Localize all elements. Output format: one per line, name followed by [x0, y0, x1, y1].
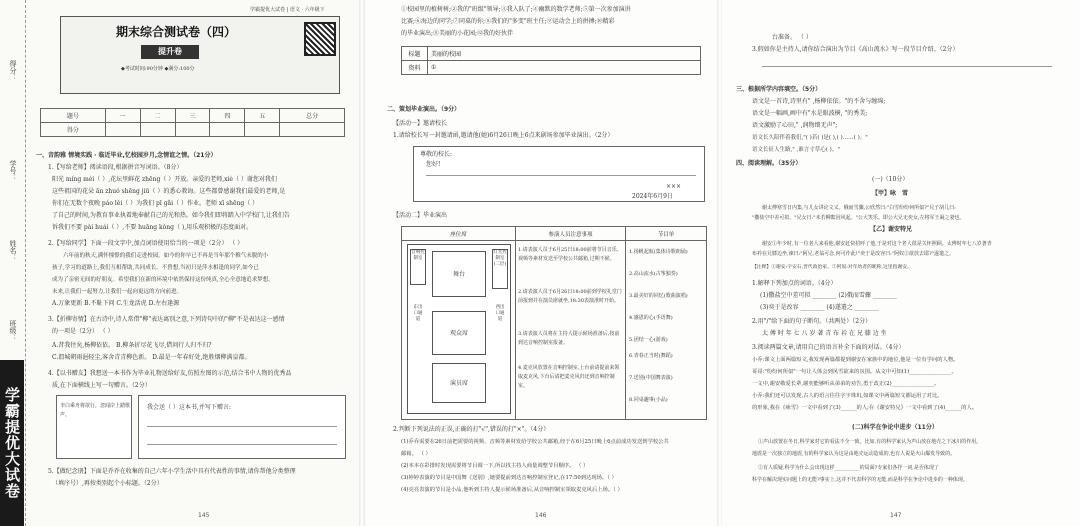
score-row-label: 得分	[41, 123, 106, 137]
book-card-quote: 李白乘舟将欲行，忽闻岸上踏歌声。	[60, 403, 131, 418]
material-line: 比赛;⑥海边的同学;⑦同桌的你;⑧我们的"多变"班主任;⑨运动会上的拼搏;⑩精彩	[401, 18, 615, 25]
map-stage: 舞台	[432, 251, 486, 297]
score-input-cell[interactable]	[175, 123, 210, 137]
classify-table	[401, 46, 701, 75]
judge-item: 邮箱。 （ ）	[401, 451, 431, 457]
section1-title: 一、音韵雅 情境实践 · 临近毕业,忆校园岁月,念情谊之情。（21分）	[36, 152, 217, 159]
q1-text: 1.【写给老师】阅读语段,根据拼音写词语。（8分）	[48, 164, 183, 171]
q2-line: 孩子,学习的道路上,我们互相帮助,共同成长。不曾想,当初只是萍水相逢的同学,如今已	[52, 265, 259, 271]
invitation-letter[interactable]	[413, 146, 705, 202]
dialogue-line: 的形象,我在《咏雪》一文中看到了(3)______的人;在《谢安特兄》一文中看到了(4)______的人。	[752, 405, 978, 411]
program-item: 3.最美好的回忆(歌曲演唱)	[629, 293, 688, 299]
score-input-cell[interactable]	[210, 123, 245, 137]
reading1-q1-items: (3)奕于是改容 ________ (4)遂遣之 ________	[760, 304, 879, 311]
q2-line: 未来,让我们一起努力,让我们一起向更远的方向前进。	[52, 289, 182, 295]
reading1-q2-sentence: 太 傅 时 年 七 八 岁 著 青 布 衿 在 兄 膝 边 坐	[762, 330, 887, 337]
material-line: 的毕业演出;⑪美丽的小花园;⑫我的好伙伴	[401, 30, 514, 37]
map-west-exit: 西出口通道	[494, 305, 506, 381]
judge-item: (1)乔乔需要在26日前把需要的视频、音频等素材发给学校公共邮箱,经于在6月25日晚上6点前成功发送到学校公共	[401, 439, 669, 445]
q4-text: 质,在下面横线上写一句赠言。（2分）	[52, 382, 151, 389]
table-cell[interactable]: 美丽的校园	[428, 47, 701, 61]
score-input-cell[interactable]	[245, 123, 280, 137]
section2-title: 二、策划毕业演出。（9分）	[387, 106, 461, 113]
table-header: 节目单	[626, 227, 707, 241]
judge-item: (2)本本在彩排时发现需要将节目调一下,所以找主持人商量调整节目顺序。 （ ）	[401, 463, 589, 469]
judge-item: (4)亮亮表演的节目是小品,他听到主持人提示候场准备后,从音响控制室领取麦克风后上场。（ ）	[401, 487, 623, 493]
reading1-q1-items: (1)撒盐空中差可拟 ________ (2)俄而雪骤 ________	[760, 292, 897, 299]
brand-logo: 学霸提优大试卷	[0, 360, 24, 526]
q2-text: 2.【写给同学】下面一段文字中,加点词语使用恰当的一项是（2分） （ ）	[48, 240, 244, 247]
page-145	[0, 0, 360, 526]
q1-line: 诉我们不要 pài huái（ ）,不要 huāng kǒng（ ),用乐观积极的态度面对。	[52, 224, 253, 231]
material-line: ①校园里的植树树;②我的"班级"领导;③我入队了;④幽默的数学老师;⑤第一次参加演讲	[401, 6, 631, 13]
header-tag: 学霸提优大试卷 | 语文 · 六年级下	[250, 7, 325, 13]
section3-title: 三、根据所学内容填空。（5分）	[736, 86, 822, 93]
page-number: 146	[535, 512, 547, 519]
fill-line: 语文是一幅画,画中有"水是眼波横, "的秀美;	[752, 110, 868, 117]
reading2-title: (二)科学在争论中进步（11分）	[852, 424, 938, 431]
map-east-exit: 东出口通道	[412, 305, 424, 381]
q3-text: 的一项是（2分） （ ）	[52, 328, 114, 335]
reading1-q2: 2.用"/"给下面的句子断句。（共两处）（2分）	[752, 318, 872, 325]
reading1-title: (一)（10分）	[872, 176, 909, 183]
q1-line: 了自己的时间,为教育事业执着地奉献自己的光和热。如今我们即将踏入中学校门,让我们告	[52, 212, 290, 219]
name-label: 姓名：	[9, 240, 17, 261]
program-item: 5.团结一心(游戏)	[629, 337, 668, 343]
dialogue-line: 小乔:我们还可以发现,古人的语言往往字字珠玑,如课文中两篇短文都运用了对比。	[752, 393, 943, 399]
dialogue-line: 小乔:课文上面两篇短文,我发现两篇都提到谢安在家族中的地位,他是一位有学问的人物。	[752, 357, 959, 363]
q1-line: 阳光 míng mèi（ ）,花坛里鲜花 zhēng（ ）开放。亲爱的老师,xiè（ ）谢您对我们	[52, 176, 277, 183]
page-146	[365, 0, 720, 526]
table-cell[interactable]: ①	[428, 61, 701, 75]
q5-text: （填序号）,再按类别起个小标题。（2分）	[52, 480, 163, 487]
table-header: 参演人员注意事项	[516, 227, 626, 241]
exam-title: 期末综合测试卷（四）	[115, 25, 236, 39]
q1-line: 这些祖国的花朵 ān zhuó shēng jiū（ ）的悉心教诲。这些都曾感谢我们最爱的老师,是	[52, 188, 286, 195]
reading1-text: 谢安①年少时,有一位老人来看他,谢安赶快招呼了他,于是对这个老人很是关怀照顾。太傅时年七八岁著青	[762, 241, 992, 247]
dialogue-line: 哥哥:"纷纷何所似"一句让人体会到风雪欲来的氛围。从文中可知(1)________________。	[752, 369, 957, 375]
score-header-cell: 二	[140, 109, 175, 123]
q2-line: 成为了亲密无间的好朋友。希望我们在新的环境中依然保持这份纯真,全心全意地追求梦想。	[52, 277, 274, 283]
program-item: 6.青春正当时(舞蹈)	[629, 353, 673, 359]
q5-text: 5.【做纪念册】下面是乔乔在收集的自己六年小学生活中具有代表性的事情,请你帮他分类整理	[48, 468, 296, 475]
program-item: 4.感恩的心(手语舞)	[629, 315, 673, 321]
fill-line: 语文激励了心田," ,润物细无声";	[752, 122, 838, 129]
q3-options: A.昔我往矣,杨柳依依。 B.柳条折尽花飞尽,借问行人归不归?	[52, 342, 212, 349]
score-input-cell[interactable]	[105, 123, 140, 137]
judge-question: 2.判断下列说法的正误,正确的打"√",错误的打"×"。（4分）	[393, 426, 550, 433]
score-header-cell: 五	[245, 109, 280, 123]
program-item: 1.扬帆起航(集体诗歌朗诵)	[629, 249, 688, 255]
activity2-title: 【活动二】毕业演出	[393, 212, 448, 219]
map-performer-seats: 演员席	[432, 363, 486, 403]
table-header: 座位席	[402, 227, 516, 241]
q3-text: 3.【折柳寄情】在古诗中,诗人常借"柳"表达离别之意,下列诗句中的"柳"不是表达这一感情	[48, 316, 285, 323]
letter-date: 2024年6月9日	[632, 193, 673, 200]
section4-title: 四、阅读理解。（35分）	[736, 160, 802, 167]
score-table	[40, 108, 345, 137]
score-header-cell: 总分	[280, 109, 345, 123]
map-audience: 观众席	[432, 311, 486, 355]
fill-line: 语文长征人生路," ,谁言寸草心( )。"	[752, 147, 840, 153]
score-header-cell: 题号	[41, 109, 106, 123]
q2-line: 六年前的秋天,满怀憧憬的我们走进校园。如今的你早已不再是当年那个稚气未脱的小	[52, 253, 269, 259]
score-header-cell: 一	[105, 109, 140, 123]
map-sound-room: 音响控制室	[410, 249, 426, 285]
reading2-text: ②有人质疑,科学为什么会出现这样__________的局面?专家们各抒一词,是否体现了	[758, 465, 939, 471]
score-input-cell[interactable]	[280, 123, 345, 137]
performer-note: 1.请表演人员于6月25日18:00前将节目音乐、视频等素材发送至学校公共邮箱,过期不候。	[518, 247, 622, 262]
page-number: 147	[890, 512, 902, 519]
letter-signature: ×××	[666, 183, 682, 190]
qr-code-icon	[304, 22, 336, 56]
gift-message-box[interactable]	[138, 395, 346, 459]
reading2-text: 地震是一次独立的地震,有的科学家认为这是由地壳运动造成的,也有人说是火山爆发导致的。	[752, 451, 956, 457]
q2-options: A.万象更新 B.不耻下问 C.生龙活虎 D.左右逢源	[52, 300, 180, 307]
page-number: 145	[198, 512, 210, 519]
reading1-text: "撒盐空中差可拟。"兄女曰:"未若柳絮因风起。"公大笑乐。即公大兄无奕女,左将军王凝之妻也。	[752, 215, 965, 221]
judge-item: (3)婷婷表演的节目是中国舞《送别》,她要提前到达音响控制室登记,在17:50到达现场。（ ）	[401, 475, 617, 481]
table-cell: 资料	[402, 61, 428, 75]
host-question: 3.假如你是主持人,请你结合演出为节目《高山流水》写一段节目介绍。（2分）	[752, 46, 959, 53]
reading2-text: 科学在解决现实问题上的无能?事实上,这并不代表科学的无能,而是科学在争论中进步的一种体现。	[752, 477, 968, 483]
reading1-b-title: 【乙】谢安特兄	[870, 226, 913, 233]
reading1-a-title: 【甲】咏 雪	[872, 190, 909, 197]
q4-text: 4.【以书赠友】我想送一本书作为毕业礼物送给好友,仿照左图的示范,结合书中人物的优秀品	[48, 370, 292, 377]
binding-sidebar	[0, 0, 26, 526]
continued-line: 台准备。 （ ）	[772, 34, 812, 41]
performer-note: 3.请表演人员将在主持人提示候场准备后,按前到达音响控制室报备。	[518, 331, 620, 346]
program-item: 2.高山流水(古筝独奏)	[629, 271, 678, 277]
class-label: 班级：	[9, 320, 17, 341]
performer-note: 4.麦克风放置在音响控制室,上台前请提前来领取麦克风,下台后请把麦克风归还到音响控制室。	[518, 365, 620, 389]
activity1-question: 1.请给校长写一封邀请函,邀请他(她)6月26日晚上6点来剧场参加毕业演出。（2分）	[393, 132, 614, 139]
q3-options: C.渭城朝雨浥轻尘,客舍青青柳色新。 D.最是一年春好处,绝胜烟柳满皇都。	[52, 354, 251, 361]
title-box	[60, 16, 340, 94]
page-147	[722, 0, 1080, 526]
score-header-cell: 三	[175, 109, 210, 123]
reading1-text: 布衿在兄膝边坐,谏曰:"阿兄,老翁可念,何可作此!"奕于是改容曰:"阿奴②欲放去耶?"遂遣之。	[752, 251, 955, 257]
letter-greeting: 尊敬的校长:	[420, 151, 453, 158]
program-item: 7.送别(中国舞表演)	[629, 375, 673, 381]
performer-note: 2.请表演人员于6月26日18:00前到学校礼堂门前报到并在演员席就坐,18:30表演准时开始。	[518, 289, 622, 304]
book-card	[56, 395, 132, 459]
fill-line: 语文长久陪伴着我们,"( )若( )是( ),( )……( )。"	[752, 135, 868, 141]
activity1-title: 【活动一】邀请校长	[393, 120, 448, 127]
letter-hi: 您好!	[426, 161, 441, 168]
seating-map	[407, 244, 511, 414]
q1-line: 你们在无数个夜晚 páo lěi（ ）为我们 pī gǎi（ ）作业。老师 xī shēng（ ）	[52, 200, 259, 207]
map-light-room: 灯光控制室(二层)	[492, 249, 508, 289]
level-badge: 提升卷	[141, 45, 199, 59]
reading1-text: 谢太傅寒雪日内集,与儿女讲论文义。俄而雪骤,公欣然曰:"白雪纷纷何所似?"兄子胡儿曰:	[762, 205, 956, 211]
time-note: ◆考试时间:90分钟 ◆满分:100分	[121, 66, 195, 72]
score-label: 得分：	[9, 60, 17, 81]
score-input-cell[interactable]	[140, 123, 175, 137]
table-cell: 标题	[402, 47, 428, 61]
reading1-q1: 1.解释下列加点的词语。（4分）	[752, 280, 837, 287]
student-id-label: 学号：	[9, 160, 17, 181]
score-header-cell: 四	[210, 109, 245, 123]
reading1-note: 【注释】①谢安:字安石,晋代政治家。②阿奴:对年幼者的昵称,这里指谢安。	[752, 265, 912, 270]
reading2-text: ①声山放置在冬日,科学家对它的看法不全一致。比如,有的科学家认为声山放在地壳之下冰川的作用。	[758, 439, 982, 445]
fill-line: 语文是一首诗,诗里有" ,杨柳依依。"的不舍与缠绵;	[752, 98, 886, 105]
gift-prompt: 我会送（ ）这本书,并写下赠言:	[147, 404, 231, 411]
dialogue-line: 一文中,谢安敬爱长辈,谢奕能够听从弟弟的劝告,勇于改正(2)________________。	[752, 381, 940, 387]
program-item: 8.同桌趣事(小品)	[629, 397, 668, 403]
reading1-q3: 3.阅读两篇文章,请用自己的语言补全下面的对话。（4分）	[752, 344, 905, 351]
